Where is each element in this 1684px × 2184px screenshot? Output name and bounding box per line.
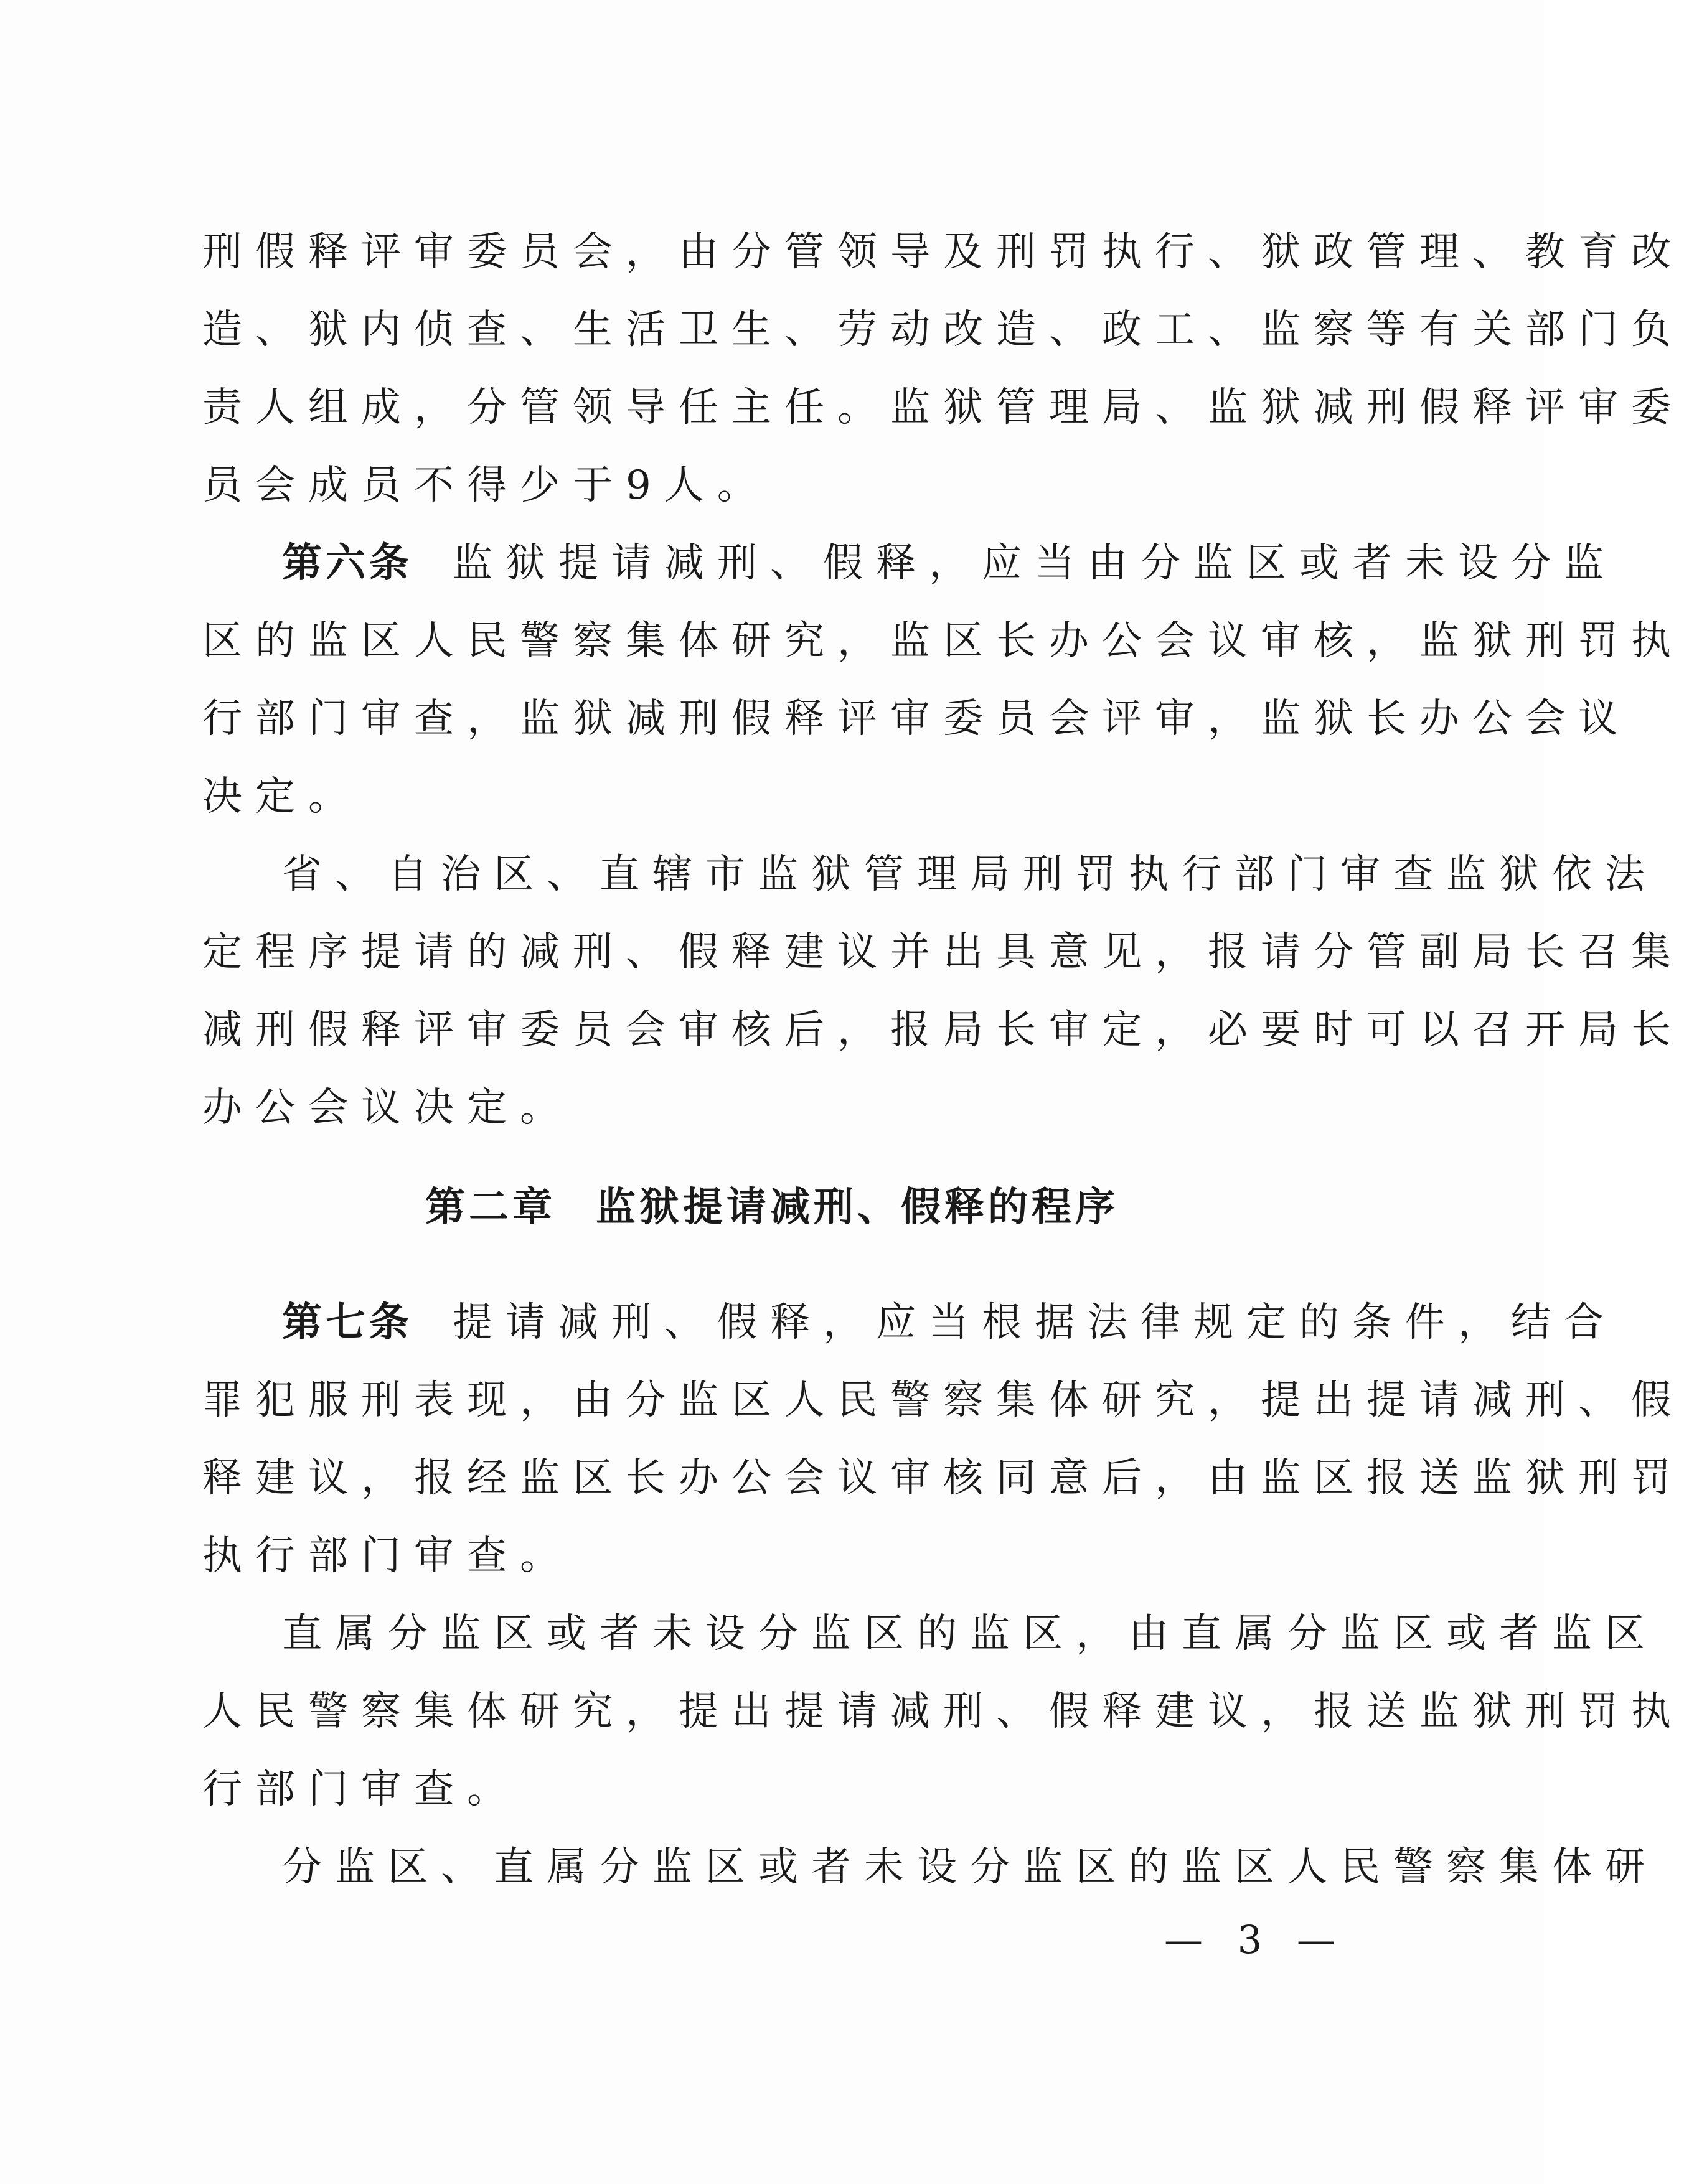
article-7-label: 第七条 (282, 1300, 413, 1346)
body-line: 减刑假释评审委员会审核后，报局长审定，必要时可以召开局长 (202, 1007, 1684, 1053)
body-line: 行部门审查。 (202, 1766, 520, 1812)
chapter-number: 第二章 (425, 1184, 556, 1230)
article-6-text: 监狱提请减刑、假释，应当由分监区或者未设分监 (453, 540, 1617, 586)
body-line: 造、狱内侦查、生活卫生、劳动改造、政工、监察等有关部门负 (202, 307, 1684, 353)
chapter-title: 监狱提请减刑、假释的程序 (596, 1184, 1119, 1230)
article-7-first-line (282, 1291, 1617, 1354)
body-line: 责人组成，分管领导任主任。监狱管理局、监狱减刑假释评审委 (202, 385, 1684, 431)
paragraph-first-line: 分监区、直属分监区或者未设分监区的监区人民警察集体研 (282, 1844, 1658, 1890)
page-number: — 3 — (1164, 1917, 1347, 1962)
body-line: 人民警察集体研究，提出提请减刑、假释建议，报送监狱刑罚执 (202, 1689, 1684, 1735)
paragraph-first-line: 直属分监区或者未设分监区的监区，由直属分监区或者监区 (282, 1611, 1658, 1657)
body-line: 释建议，报经监区长办公会议审核同意后，由监区报送监狱刑罚 (202, 1455, 1684, 1501)
article-7-text: 提请减刑、假释，应当根据法律规定的条件，结合 (453, 1300, 1617, 1346)
body-line: 刑假释评审委员会，由分管领导及刑罚执行、狱政管理、教育改 (202, 229, 1684, 275)
body-line: 定程序提请的减刑、假释建议并出具意见，报请分管副局长召集 (202, 929, 1684, 975)
article-6-label: 第六条 (282, 540, 413, 586)
paragraph-first-line: 省、自治区、直辖市监狱管理局刑罚执行部门审查监狱依法 (282, 851, 1658, 898)
body-line: 行部门审查，监狱减刑假释评审委员会评审，监狱长办公会议 (202, 696, 1631, 742)
body-line: 区的监区人民警察集体研究，监区长办公会议审核，监狱刑罚执 (202, 618, 1684, 664)
body-line: 决定。 (202, 774, 361, 820)
body-line: 罪犯服刑表现，由分监区人民警察集体研究，提出提请减刑、假 (202, 1377, 1684, 1423)
chapter-heading (0, 1176, 1544, 1239)
body-line: 执行部门审查。 (202, 1533, 573, 1579)
body-line: 办公会议决定。 (202, 1085, 573, 1131)
body-line: 员会成员不得少于9人。 (202, 462, 770, 509)
article-6-first-line (282, 532, 1617, 594)
